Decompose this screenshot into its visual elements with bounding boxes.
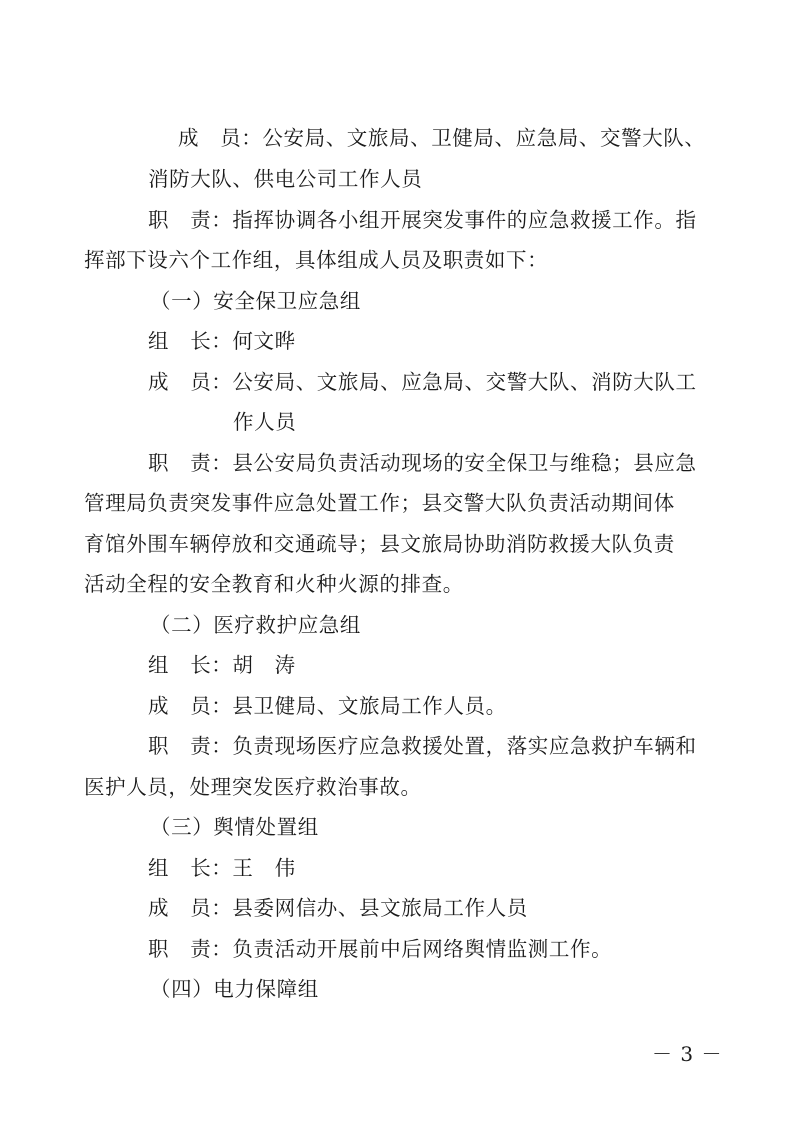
text-line-members-1-cont: 消防大队、供电公司工作人员 xyxy=(148,167,423,191)
section-heading-1: （一）安全保卫应急组 xyxy=(150,289,361,313)
text-line-members-2-cont: 作人员 xyxy=(233,410,297,434)
text-line-duty-2-cont-2: 育馆外围车辆停放和交通疏导；县文旅局协助消防救援大队负责 xyxy=(84,532,675,556)
text-line-duty-1-cont: 挥部下设六个工作组，具体组成人员及职责如下： xyxy=(84,248,549,272)
text-line-leader-3: 组 长：王 伟 xyxy=(148,856,296,880)
text-line-members-2: 成 员：公安局、文旅局、应急局、交警大队、消防大队工 xyxy=(148,370,697,394)
text-line-duty-2-cont-3: 活动全程的安全教育和火种火源的排查。 xyxy=(84,572,464,596)
text-line-members-4: 成 员：县委网信办、县文旅局工作人员 xyxy=(148,896,528,920)
text-line-leader-1: 组 长：何文晔 xyxy=(148,329,296,353)
text-line-leader-2: 组 长：胡 涛 xyxy=(148,653,296,677)
page-number: － 3 － xyxy=(652,1042,723,1066)
section-heading-3: （三）舆情处置组 xyxy=(150,815,319,839)
text-line-duty-2: 职 责：县公安局负责活动现场的安全保卫与维稳；县应急 xyxy=(148,451,697,475)
text-line-members-3: 成 员：县卫健局、文旅局工作人员。 xyxy=(148,694,507,718)
section-heading-2: （二）医疗救护应急组 xyxy=(150,613,361,637)
text-line-duty-3: 职 责：负责现场医疗应急救援处置，落实应急救护车辆和 xyxy=(148,734,697,758)
text-line-duty-1: 职 责：指挥协调各小组开展突发事件的应急救援工作。指 xyxy=(148,208,697,232)
section-heading-4: （四）电力保障组 xyxy=(150,977,319,1001)
text-line-duty-4: 职 责：负责活动开展前中后网络舆情监测工作。 xyxy=(148,937,613,961)
text-line-duty-2-cont-1: 管理局负责突发事件应急处置工作；县交警大队负责活动期间体 xyxy=(84,491,675,515)
text-line-duty-3-cont: 医护人员，处理突发医疗救治事故。 xyxy=(84,775,422,799)
text-line-members-1: 成 员：公安局、文旅局、卫健局、应急局、交警大队、 xyxy=(178,126,706,150)
